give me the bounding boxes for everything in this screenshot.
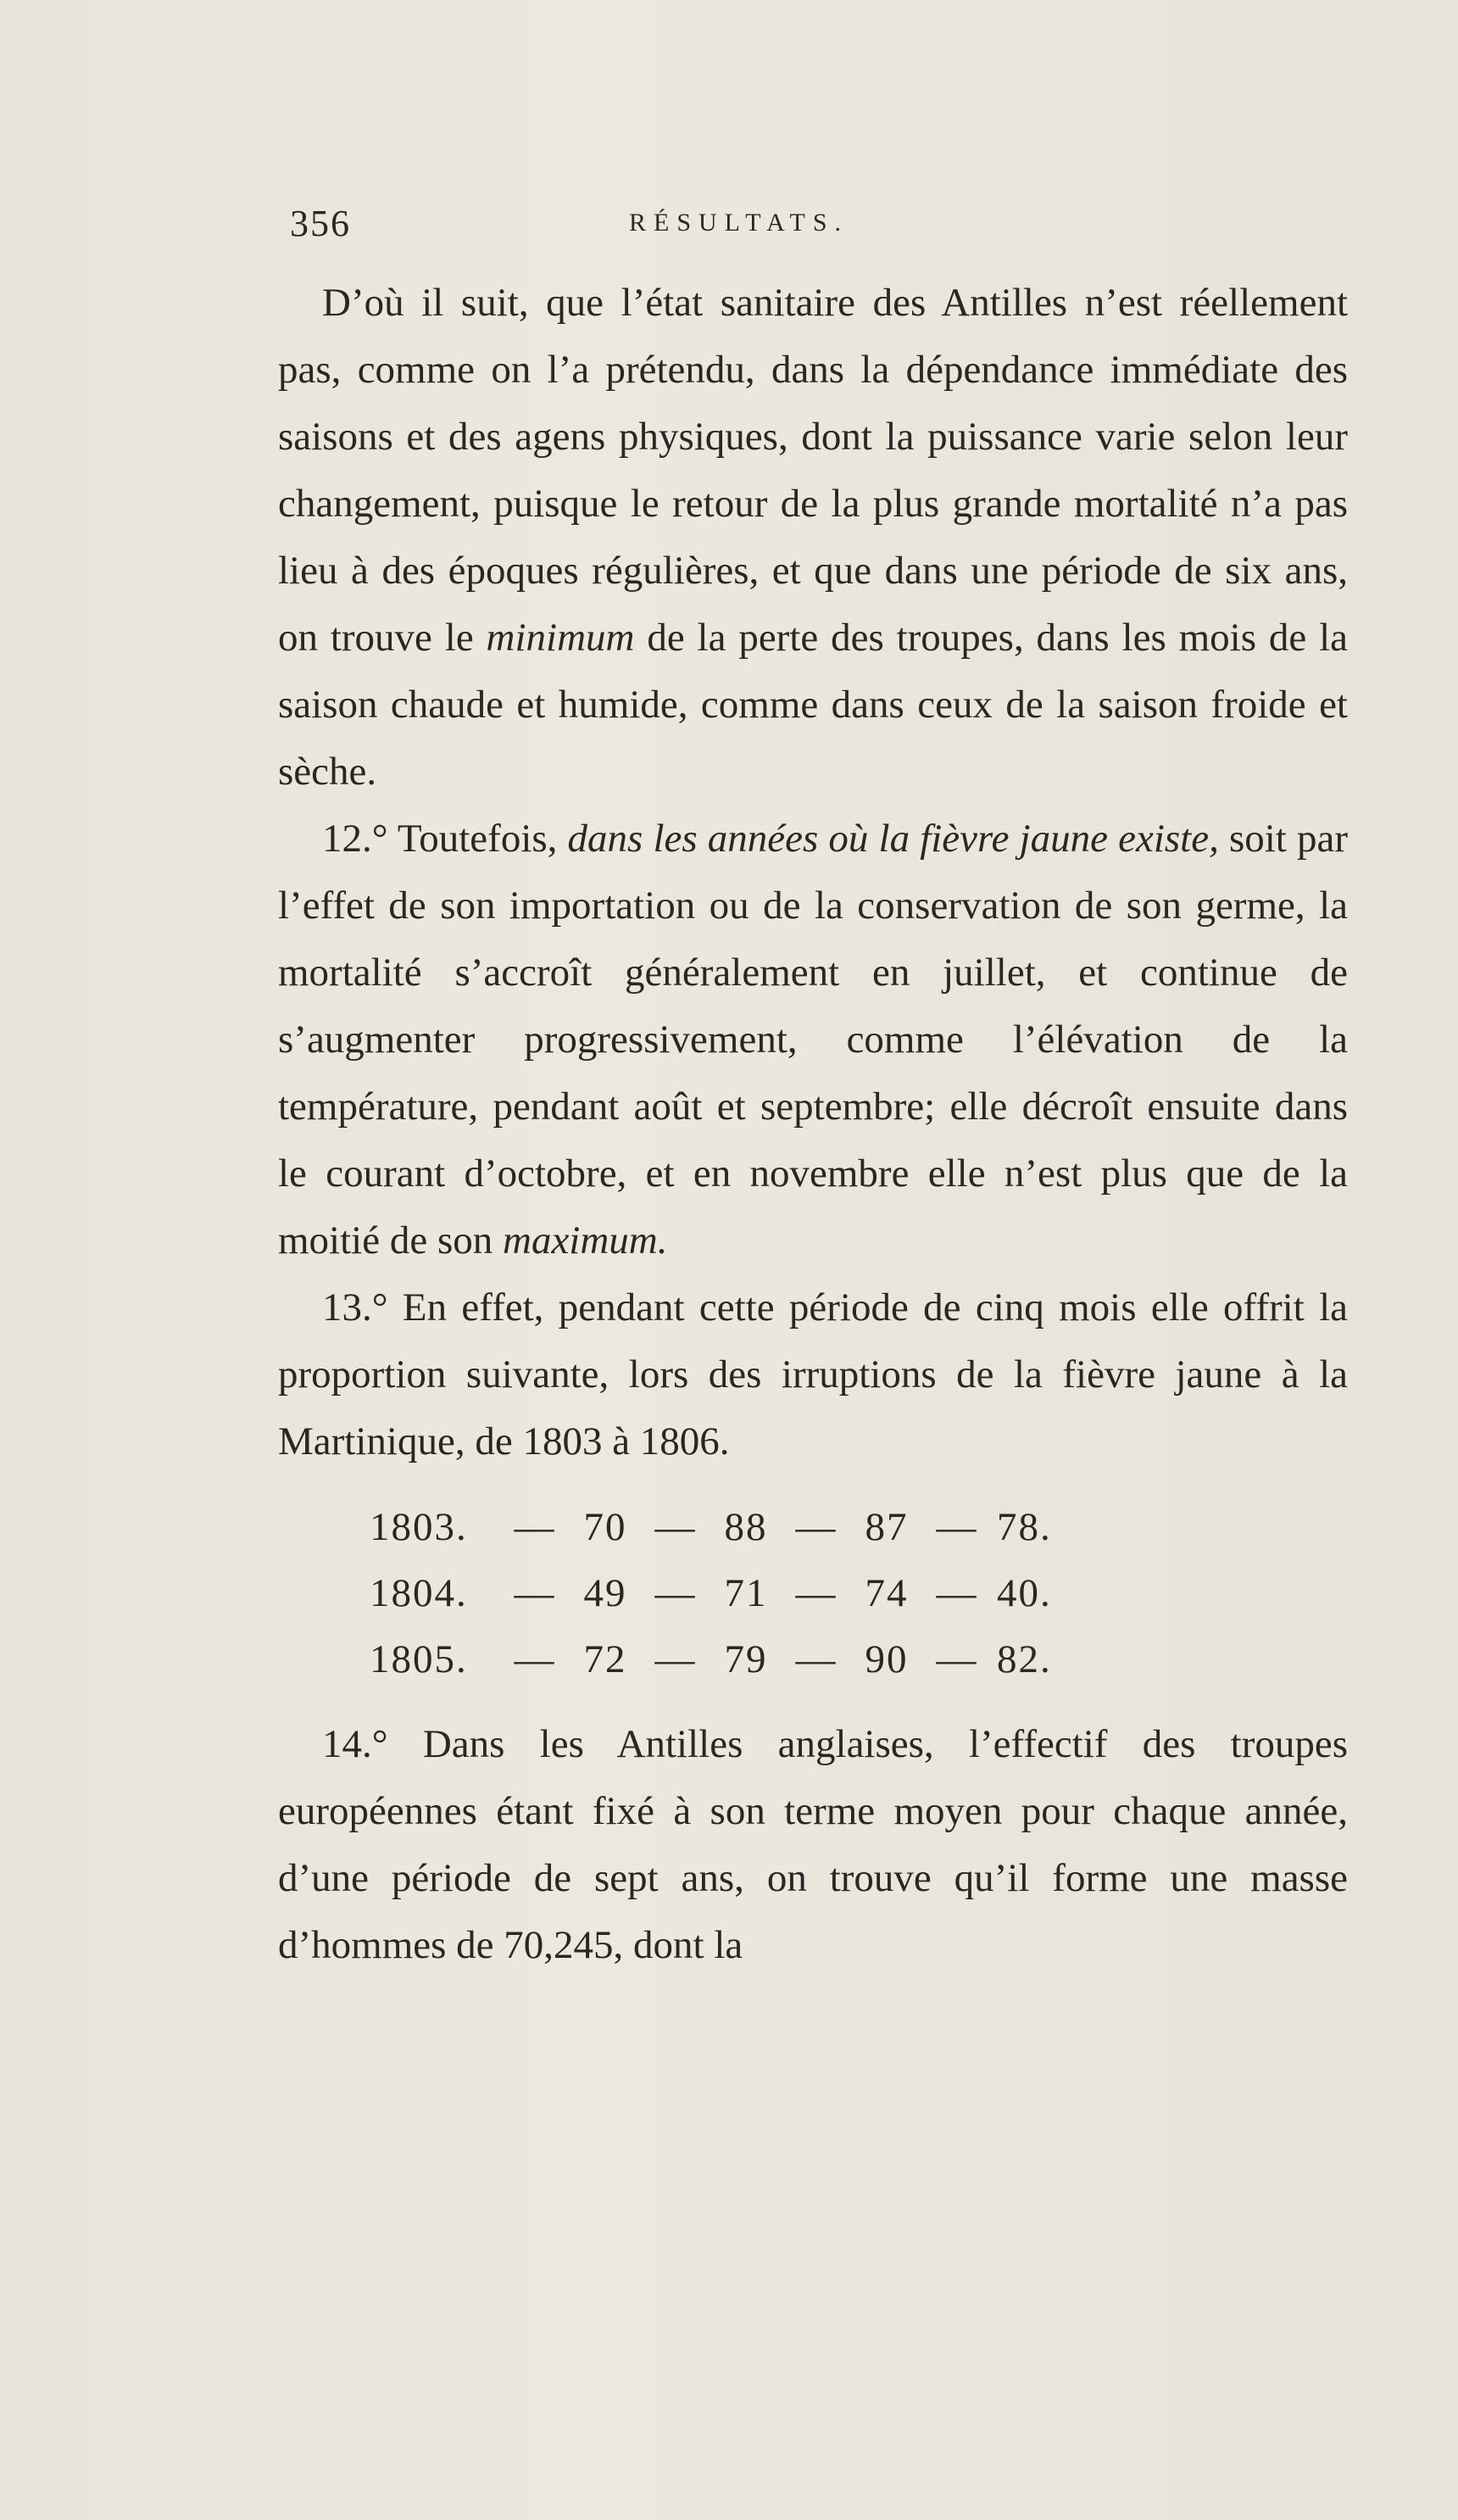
- paragraph-3: [278, 1274, 1348, 1475]
- table-value: 74: [865, 1571, 909, 1615]
- paragraph-1: [278, 270, 1348, 806]
- dash-separator: —: [654, 1571, 697, 1615]
- table-value: 82.: [997, 1637, 1052, 1681]
- dash-separator: —: [936, 1571, 978, 1615]
- paragraph-2-emphasis-2: maximum.: [503, 1218, 668, 1263]
- table-value: 40.: [997, 1571, 1052, 1615]
- table-value: 88: [724, 1505, 768, 1549]
- dash-separator: —: [795, 1571, 838, 1615]
- paragraph-2-emphasis: dans les années où la fièvre jaune existe,: [567, 817, 1219, 861]
- paragraph-4: [278, 1711, 1348, 1979]
- paragraph-4-text: Dans les Antilles anglaises, l’effectif des troupes européennes étant fixé à son terme moyen pour chaque année, d’une période de sept ans, on trouve qu’il forme une masse d’hommes de 70,245, dont la: [278, 1722, 1348, 1967]
- paragraph-1-emphasis: minimum: [486, 616, 635, 660]
- table-year: 1804.: [370, 1571, 468, 1615]
- paragraph-1-tail: de la perte des troupes, dans les mois de la saison chaude et humide, comme dans ceux de la saison froide et sèche.: [278, 616, 1348, 794]
- dash-separator: —: [795, 1505, 838, 1549]
- table-year: 1803.: [370, 1505, 468, 1549]
- table-value: 90: [865, 1637, 909, 1681]
- dash-separator: —: [514, 1505, 556, 1549]
- paragraph-2-lead: Toutefois,: [387, 817, 568, 861]
- dash-separator: —: [654, 1505, 697, 1549]
- table-row: [370, 1560, 1348, 1626]
- page-header: [290, 202, 1349, 253]
- dash-separator: —: [514, 1571, 556, 1615]
- table-value: 78.: [997, 1505, 1052, 1549]
- dash-separator: —: [654, 1637, 697, 1681]
- dash-separator: —: [936, 1637, 978, 1681]
- body-text: [278, 270, 1348, 1979]
- paragraph-2: [278, 806, 1348, 1274]
- dash-separator: —: [936, 1505, 978, 1549]
- paragraph-2-text: soit par l’effet de son importation ou de la conservation de son germe, la mortalité s’accroît généralement en juillet, et continue de s’augmenter progressivement, comme l’élévation de la température, pendant août et septembre; elle décroît ensuite dans le courant d’octobre, et en novembre elle n’est plus que de la moitié de son: [278, 817, 1348, 1263]
- table-value: 71: [724, 1571, 768, 1615]
- table-row: [370, 1626, 1348, 1692]
- table-value: 49: [583, 1571, 627, 1615]
- running-head: RÉSULTATS.: [629, 209, 849, 237]
- dash-separator: —: [514, 1637, 556, 1681]
- table-value: 79: [724, 1637, 768, 1681]
- paragraph-1-text: D’où il suit, que l’état sanitaire des Antilles n’est réellement pas, comme on l’a prétendu, dans la dépendance immédiate des saisons et des agens physiques, dont la puissance varie selon leur changement, puisque le retour de la plus grande mortalité n’a pas lieu à des époques régulières, et que dans une période de six ans, on trouve le: [278, 281, 1348, 660]
- page-number: 356: [290, 203, 351, 244]
- table-value: 87: [865, 1505, 909, 1549]
- paragraph-2-number: 12.°: [322, 817, 388, 861]
- paragraph-4-number: 14.°: [322, 1722, 388, 1766]
- table-row: [370, 1494, 1348, 1560]
- paragraph-3-number: 13.°: [322, 1285, 388, 1330]
- dash-separator: —: [795, 1637, 838, 1681]
- table-value: 72: [583, 1637, 627, 1681]
- table-year: 1805.: [370, 1637, 468, 1681]
- paragraph-3-text: En effet, pendant cette période de cinq mois elle offrit la proportion suivante, lors des irruptions de la fièvre jaune à la Martinique, de 1803 à 1806.: [278, 1285, 1348, 1463]
- mortality-table: [370, 1494, 1348, 1692]
- table-value: 70: [583, 1505, 627, 1549]
